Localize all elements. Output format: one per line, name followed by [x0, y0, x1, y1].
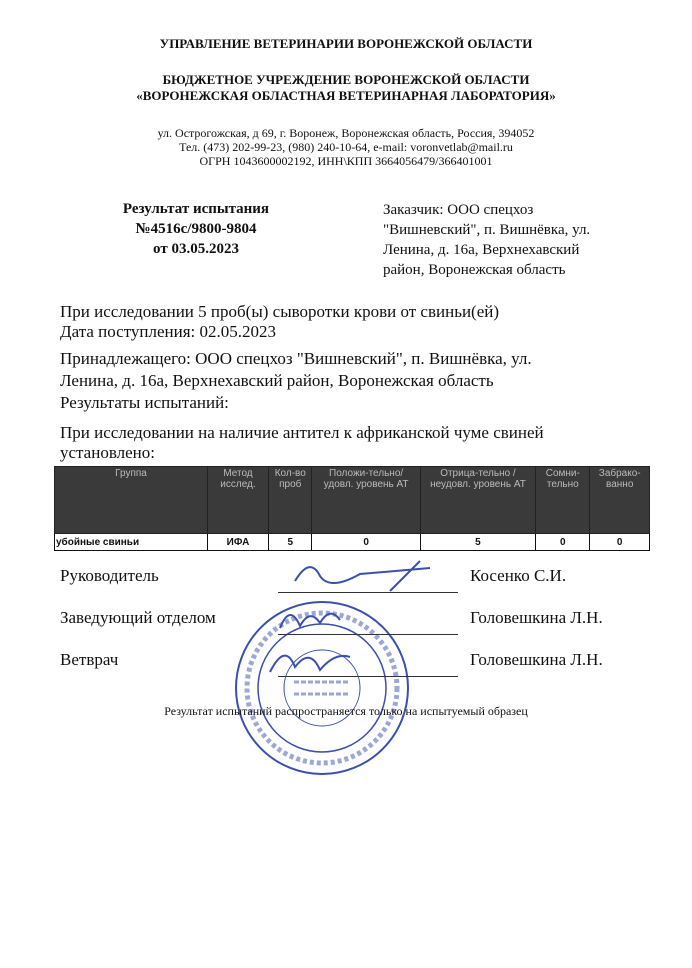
results-table	[54, 466, 650, 551]
signature-icon	[265, 642, 355, 682]
table-header-row	[55, 467, 650, 534]
org-name-2: «ВОРОНЕЖСКАЯ ОБЛАСТНАЯ ВЕТЕРИНАРНАЯ ЛАБОРАТОРИЯ»	[136, 88, 556, 103]
col-header: Отрица-тельно / неудовл. уровень АТ	[420, 467, 535, 534]
cell: убойные свиньи	[55, 534, 208, 551]
customer-line: Заказчик: ООО спецхоз	[383, 202, 534, 218]
signature-role: Заведующий отделом	[60, 608, 216, 627]
org-name-1: БЮДЖЕТНОЕ УЧРЕЖДЕНИЕ ВОРОНЕЖСКОЙ ОБЛАСТИ	[162, 72, 530, 87]
col-header: Кол-во проб	[269, 467, 312, 534]
phone: Тел. (473) 202-99-23, (980) 240-10-64, e-mail: voronvetlab@mail.ru	[179, 140, 513, 154]
address: ул. Острогожская, д 69, г. Воронеж, Воронежская область, Россия, 394052	[157, 126, 535, 140]
result-title: Результат испытания	[122, 201, 270, 217]
signature-name: Головешкина Л.Н.	[470, 650, 603, 669]
body-line: При исследовании на наличие антител к африканской чуме свиней	[60, 423, 544, 442]
signature-icon	[290, 556, 440, 596]
col-header: Забрако-ванно	[590, 467, 650, 534]
body-line: установлено:	[60, 443, 155, 462]
customer-line: район, Воронежская область	[383, 262, 566, 278]
cell: 5	[420, 534, 535, 551]
body-line: Принадлежащего: ООО спецхоз "Вишневский", п. Вишнёвка, ул.	[60, 349, 532, 368]
signature-icon	[275, 598, 345, 638]
col-header: Метод исслед.	[208, 467, 269, 534]
signature-name: Головешкина Л.Н.	[470, 608, 603, 627]
result-date: от 03.05.2023	[153, 241, 239, 257]
signature-name: Косенко С.И.	[470, 566, 567, 585]
customer-line: Ленина, д. 16а, Верхнехавский	[383, 242, 580, 258]
col-header: Сомни-тельно	[536, 467, 590, 534]
body-line: При исследовании 5 проб(ы) сыворотки крови от свиньи(ей)	[60, 302, 500, 321]
authority: УПРАВЛЕНИЕ ВЕТЕРИНАРИИ ВОРОНЕЖСКОЙ ОБЛАСТИ	[159, 36, 533, 51]
body-line: Ленина, д. 16а, Верхнехавский район, Воронежская область	[60, 371, 494, 390]
cell: 0	[536, 534, 590, 551]
col-header: Положи-тельно/ удовл. уровень АТ	[312, 467, 420, 534]
result-number: №4516с/9800-9804	[135, 221, 257, 237]
table-row	[55, 534, 650, 551]
cell: 0	[590, 534, 650, 551]
signature-role: Ветврач	[60, 650, 119, 669]
cell: 5	[269, 534, 312, 551]
footer-note: Результат испытаний распространяется только на испытуемый образец	[164, 704, 528, 718]
body-line: Дата поступления: 02.05.2023	[60, 322, 277, 341]
customer	[383, 200, 590, 280]
ids: ОГРН 1043600002192, ИНН\КПП 3664056479/366401001	[199, 154, 493, 168]
signature-role: Руководитель	[60, 566, 159, 585]
body-line: Результаты испытаний:	[60, 393, 229, 412]
col-header: Группа	[55, 467, 208, 534]
cell: 0	[312, 534, 420, 551]
cell: ИФА	[208, 534, 269, 551]
customer-line: "Вишневский", п. Вишнёвка, ул.	[383, 222, 591, 238]
